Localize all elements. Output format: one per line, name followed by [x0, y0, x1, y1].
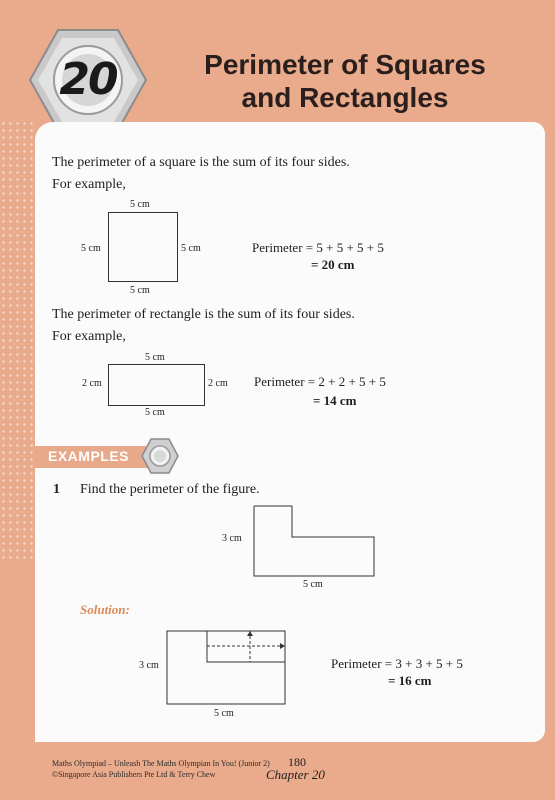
title-line-2: and Rectangles: [241, 82, 449, 113]
solution-label: Solution:: [80, 602, 130, 617]
decorative-dot-pattern: [0, 120, 34, 560]
rectangle-result: = 14 cm: [313, 393, 357, 408]
solution-figure: [160, 628, 295, 708]
for-example-label: For example,: [52, 177, 126, 192]
rectangle-left-label: 2 cm: [82, 378, 102, 389]
footer-book-title: Maths Olympiad – Unleash The Maths Olympian In You! (Junior 2): [52, 759, 270, 768]
solution-height-label: 3 cm: [139, 660, 159, 671]
rectangle-definition: The perimeter of rectangle is the sum of its four sides.: [52, 307, 355, 322]
rectangle-top-label: 5 cm: [145, 352, 165, 363]
solution-width-label: 5 cm: [214, 708, 234, 719]
chapter-label: Chapter 20: [266, 767, 325, 782]
examples-heading: EXAMPLES: [48, 448, 130, 464]
l-shape-figure: [250, 503, 380, 583]
rectangle-figure: [108, 364, 205, 406]
square-definition: The perimeter of a square is the sum of its four sides.: [52, 155, 350, 170]
square-formula: Perimeter = 5 + 5 + 5 + 5: [252, 240, 384, 255]
footer-copyright: ©Singapore Asia Publishers Pte Ltd & Terry Chew: [52, 770, 216, 779]
page-title: [150, 48, 540, 114]
title-line-1: Perimeter of Squares: [204, 49, 486, 80]
square-bottom-label: 5 cm: [130, 285, 150, 296]
square-right-label: 5 cm: [181, 243, 201, 254]
square-left-label: 5 cm: [81, 243, 101, 254]
rectangle-right-label: 2 cm: [208, 378, 228, 389]
square-result: = 20 cm: [311, 257, 355, 272]
square-top-label: 5 cm: [130, 199, 150, 210]
chapter-number: 20: [59, 54, 117, 105]
solution-formula: Perimeter = 3 + 3 + 5 + 5: [331, 656, 463, 671]
figure-width-label: 5 cm: [303, 579, 323, 590]
for-example-label: For example,: [52, 329, 126, 344]
square-figure: [108, 212, 178, 282]
question-text: Find the perimeter of the figure.: [80, 482, 260, 497]
chapter-badge: [28, 28, 148, 132]
page-number: 180: [288, 755, 306, 769]
question-number: 1: [53, 482, 60, 497]
solution-result: = 16 cm: [388, 673, 432, 688]
hex-nut-icon: [141, 438, 179, 474]
rectangle-formula: Perimeter = 2 + 2 + 5 + 5: [254, 374, 386, 389]
figure-height-label: 3 cm: [222, 533, 242, 544]
rectangle-bottom-label: 5 cm: [145, 407, 165, 418]
